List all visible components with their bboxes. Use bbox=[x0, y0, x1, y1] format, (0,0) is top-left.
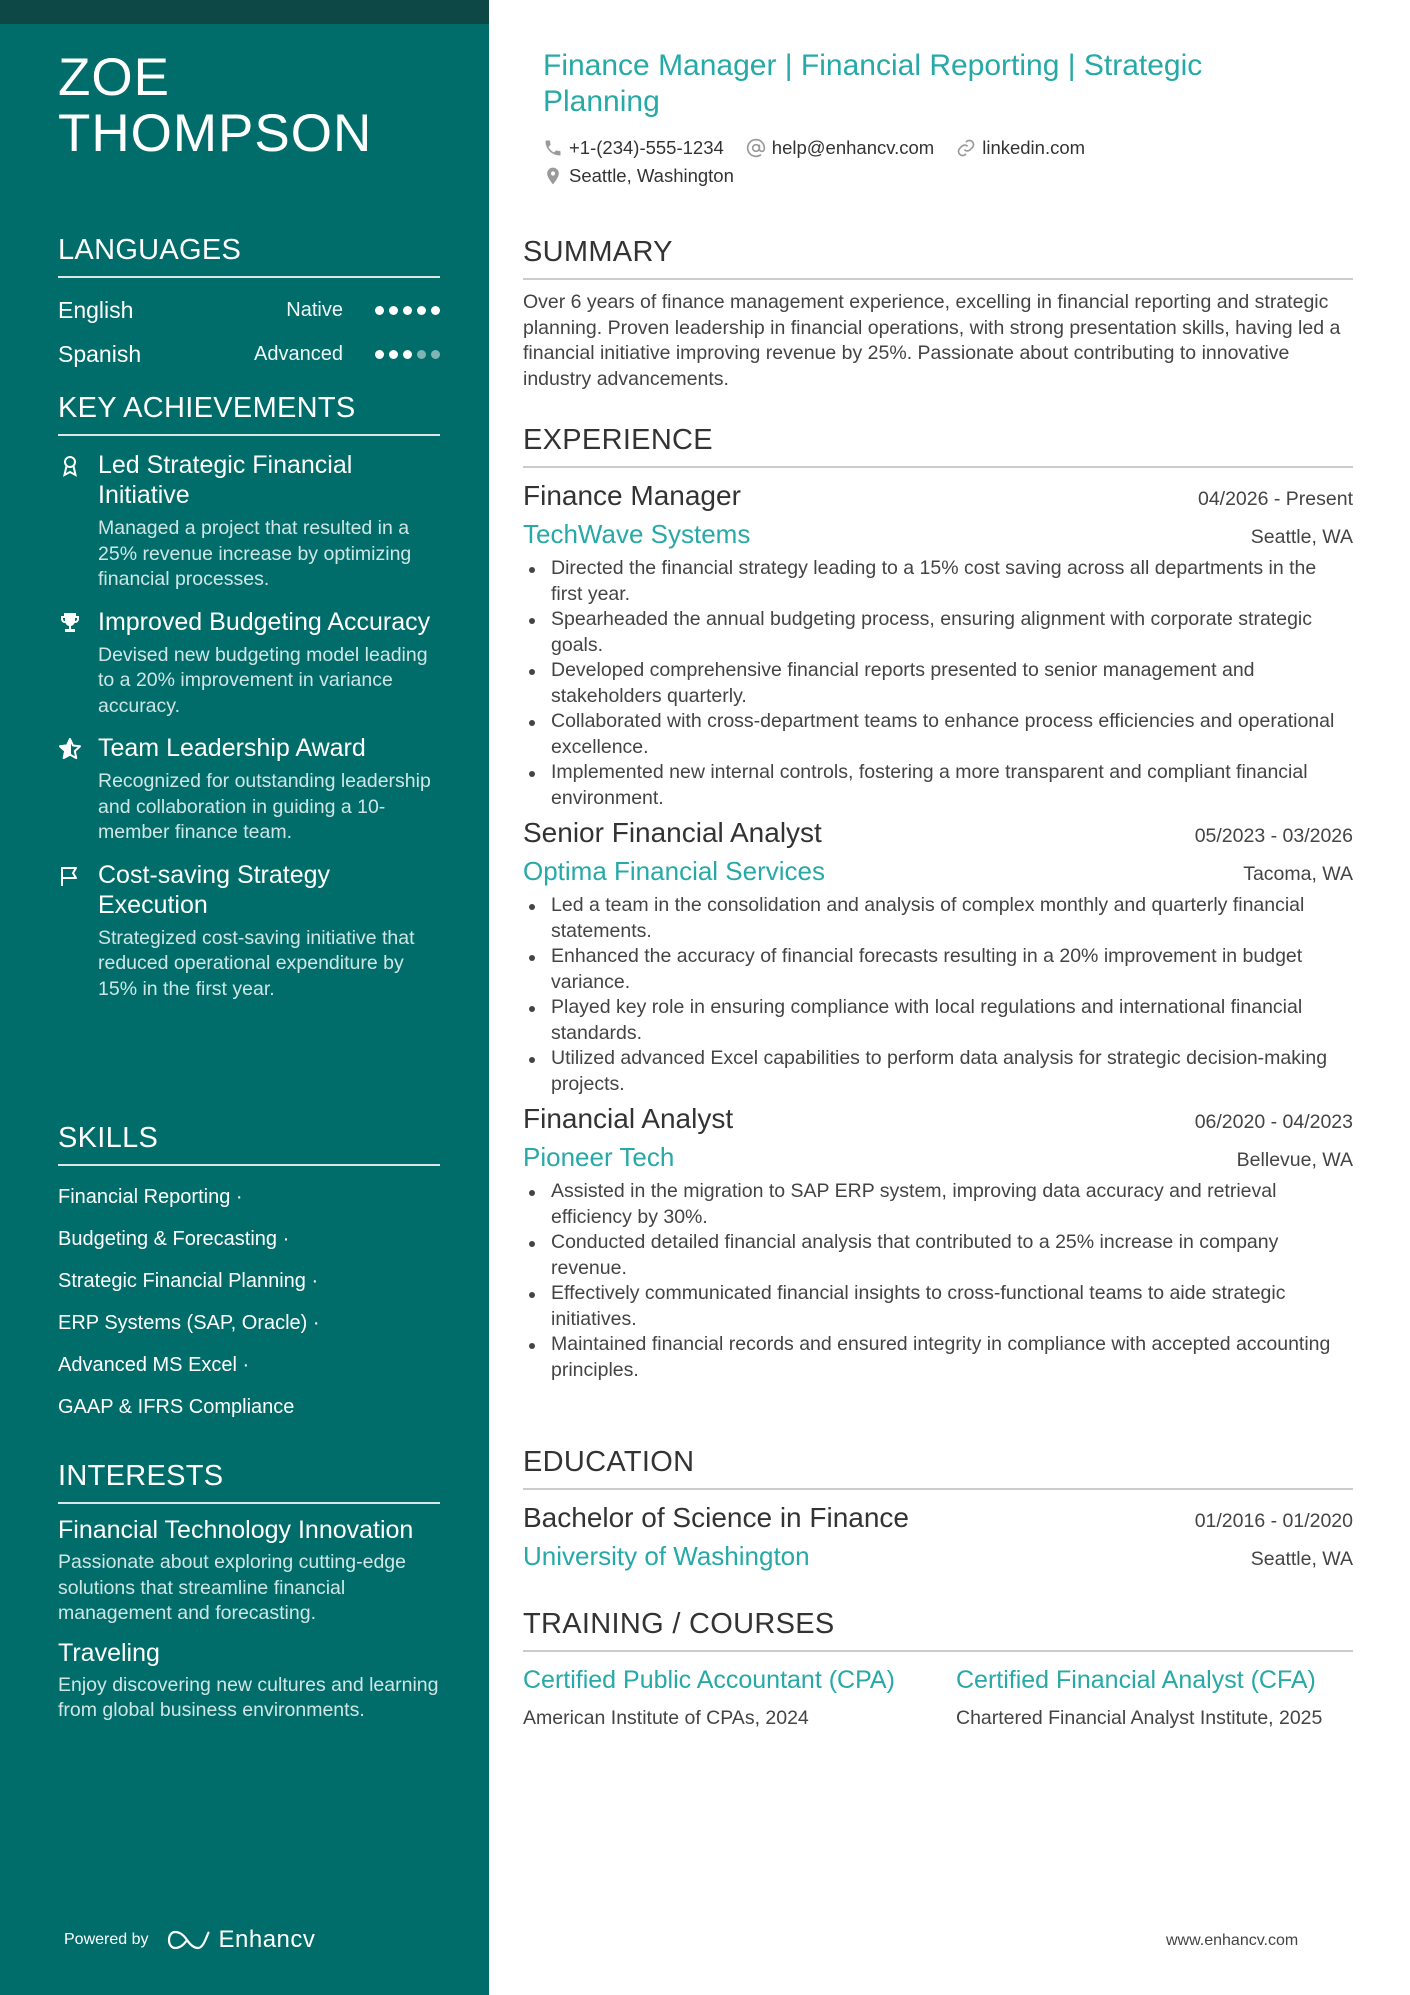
sidebar-top-bar bbox=[0, 0, 489, 24]
achievements-title: KEY ACHIEVEMENTS bbox=[58, 390, 440, 436]
achievement-item bbox=[58, 860, 440, 1003]
job-date: 05/2023 - 03/2026 bbox=[1194, 825, 1353, 847]
proficiency-dot bbox=[389, 306, 398, 315]
summary-text: Over 6 years of finance management experience, excelling in financial reporting and strategic planning. Proven leadership in financial operations, with strong presentation skills, having led a financial initiative improving revenue by 25%. Passionate about contributing to innovative industry advancements. bbox=[523, 291, 1341, 390]
contact-email[interactable] bbox=[746, 137, 934, 159]
interest-description: Enjoy discovering new cultures and learning from global business environments. bbox=[58, 1673, 439, 1721]
job-bullet: Conducted detailed financial analysis that contributed to a 25% increase in company revenue. bbox=[523, 1230, 1353, 1281]
contact-phone[interactable] bbox=[543, 137, 724, 159]
proficiency-dot bbox=[431, 350, 440, 359]
job-location: Tacoma, WA bbox=[1243, 863, 1353, 885]
proficiency-dot bbox=[431, 306, 440, 315]
enhancv-logo-icon bbox=[167, 1929, 211, 1951]
job-company: Optima Financial Services bbox=[523, 856, 825, 886]
flag-icon bbox=[58, 860, 98, 1003]
language-level: Advanced bbox=[254, 342, 343, 365]
job-bullet: Led a team in the consolidation and analysis of complex monthly and quarterly financial statements. bbox=[523, 893, 1353, 944]
proficiency-dot bbox=[417, 306, 426, 315]
footer-url[interactable]: www.enhancv.com bbox=[1166, 1932, 1299, 1949]
achievement-item bbox=[58, 607, 440, 720]
phone-icon bbox=[543, 138, 563, 158]
language-name: Spanish bbox=[58, 340, 142, 367]
course-title: Certified Public Accountant (CPA) bbox=[523, 1666, 895, 1694]
achievement-title: Team Leadership Award bbox=[98, 734, 366, 762]
job-bullets bbox=[523, 893, 1353, 1097]
proficiency-dot bbox=[375, 350, 384, 359]
star-icon bbox=[58, 733, 98, 846]
skill-item: ERP Systems (SAP, Oracle) · bbox=[58, 1312, 320, 1334]
experience-title: EXPERIENCE bbox=[523, 422, 1353, 468]
location-pin-icon bbox=[543, 166, 563, 186]
job-location: Seattle, WA bbox=[1250, 526, 1353, 548]
training-title: TRAINING / COURSES bbox=[523, 1606, 1353, 1652]
job-bullet: Utilized advanced Excel capabilities to perform data analysis for strategic decision-making projects. bbox=[523, 1046, 1353, 1097]
achievement-item bbox=[58, 733, 440, 846]
job-date: 06/2020 - 04/2023 bbox=[1194, 1111, 1353, 1133]
summary-section bbox=[523, 234, 1353, 392]
skills-section bbox=[58, 1120, 440, 1428]
language-level: Native bbox=[286, 298, 343, 321]
skill-item: Financial Reporting · bbox=[58, 1186, 243, 1208]
proficiency-dot bbox=[403, 350, 412, 359]
language-row bbox=[58, 332, 440, 376]
powered-by bbox=[64, 1926, 315, 1954]
achievement-title: Led Strategic Financial Initiative bbox=[98, 451, 353, 509]
job-entry bbox=[523, 1101, 1353, 1383]
job-bullet: Effectively communicated financial insights to cross-functional teams to aide strategic initiatives. bbox=[523, 1281, 1353, 1332]
proficiency-dot bbox=[403, 306, 412, 315]
language-row bbox=[58, 288, 440, 332]
education-title: EDUCATION bbox=[523, 1444, 1353, 1490]
achievement-description: Strategized cost-saving initiative that reduced operational expenditure by 15% in the first year. bbox=[98, 926, 415, 1000]
job-title: Finance Manager bbox=[523, 480, 741, 511]
job-bullet: Assisted in the migration to SAP ERP system, improving data accuracy and retrieval efficiency by 30%. bbox=[523, 1179, 1353, 1230]
contact-website[interactable] bbox=[956, 137, 1085, 159]
achievement-description: Recognized for outstanding leadership and collaboration in guiding a 10-member finance team. bbox=[98, 770, 431, 843]
education-school: University of Washington bbox=[523, 1541, 810, 1571]
achievements-section bbox=[58, 390, 440, 1002]
website-text: linkedin.com bbox=[982, 137, 1086, 158]
job-title: Financial Analyst bbox=[523, 1103, 734, 1134]
at-icon bbox=[746, 138, 766, 158]
language-proficiency-dots bbox=[375, 306, 440, 315]
course-description: American Institute of CPAs, 2024 bbox=[523, 1707, 809, 1729]
skill-item: Budgeting & Forecasting · bbox=[58, 1228, 290, 1250]
job-entry bbox=[523, 478, 1353, 811]
email-text: help@enhancv.com bbox=[771, 137, 935, 158]
proficiency-dot bbox=[389, 350, 398, 359]
interest-description: Passionate about exploring cutting-edge solutions that streamline financial management and forecasting. bbox=[58, 1551, 406, 1624]
job-bullet: Implemented new internal controls, fostering a more transparent and compliant financial environment. bbox=[523, 760, 1353, 811]
job-title: Senior Financial Analyst bbox=[523, 817, 822, 848]
job-bullets bbox=[523, 1179, 1353, 1383]
training-section bbox=[523, 1606, 1353, 1732]
candidate-name: ZOE THOMPSON bbox=[58, 48, 373, 163]
medal-icon bbox=[58, 450, 98, 593]
headline: Finance Manager | Financial Reporting | Strategic Planning bbox=[543, 49, 1203, 118]
education-degree: Bachelor of Science in Finance bbox=[523, 1502, 909, 1533]
proficiency-dot bbox=[417, 350, 426, 359]
job-bullet: Collaborated with cross-department teams to enhance process efficiencies and operational excellence. bbox=[523, 709, 1353, 760]
contact-info bbox=[543, 134, 1303, 190]
achievement-item bbox=[58, 450, 440, 593]
course-item bbox=[523, 1664, 920, 1732]
job-bullets bbox=[523, 556, 1353, 811]
job-company: Pioneer Tech bbox=[523, 1142, 675, 1172]
job-location: Bellevue, WA bbox=[1236, 1149, 1353, 1171]
job-entry bbox=[523, 815, 1353, 1097]
job-bullet: Played key role in ensuring compliance with local regulations and international financial standards. bbox=[523, 995, 1353, 1046]
job-date: 04/2026 - Present bbox=[1197, 488, 1353, 510]
course-description: Chartered Financial Analyst Institute, 2025 bbox=[956, 1707, 1323, 1729]
achievement-description: Managed a project that resulted in a 25% revenue increase by optimizing financial processes. bbox=[98, 517, 412, 590]
location-text: Seattle, Washington bbox=[569, 165, 734, 186]
achievement-description: Devised new budgeting model leading to a 20% improvement in variance accuracy. bbox=[98, 643, 428, 717]
powered-by-label: Powered by bbox=[64, 1931, 149, 1948]
sidebar bbox=[0, 0, 489, 1995]
skill-item: Advanced MS Excel · bbox=[58, 1354, 250, 1376]
job-bullet: Spearheaded the annual budgeting process, ensuring alignment with corporate strategic goals. bbox=[523, 607, 1353, 658]
course-item bbox=[956, 1664, 1353, 1732]
main-content bbox=[523, 0, 1353, 1995]
contact-location bbox=[543, 165, 734, 187]
skills-title: SKILLS bbox=[58, 1120, 440, 1166]
achievement-title: Improved Budgeting Accuracy bbox=[98, 607, 431, 636]
trophy-icon bbox=[58, 607, 98, 720]
phone-text: +1-(234)-555-1234 bbox=[569, 137, 724, 158]
job-bullet: Maintained financial records and ensured integrity in compliance with accepted accounting principles. bbox=[523, 1332, 1353, 1383]
language-name: English bbox=[58, 296, 134, 323]
summary-title: SUMMARY bbox=[523, 234, 1353, 280]
skill-item: Strategic Financial Planning · bbox=[58, 1270, 319, 1292]
interests-section bbox=[58, 1458, 440, 1734]
job-bullet: Developed comprehensive financial reports presented to senior management and stakeholders quarterly. bbox=[523, 658, 1353, 709]
course-title: Certified Financial Analyst (CFA) bbox=[956, 1666, 1316, 1694]
job-company: TechWave Systems bbox=[523, 519, 751, 549]
interest-title: Financial Technology Innovation bbox=[58, 1516, 414, 1544]
skill-item: GAAP & IFRS Compliance bbox=[58, 1396, 295, 1418]
enhancv-brand-name: Enhancv bbox=[218, 1926, 316, 1953]
job-bullet: Enhanced the accuracy of financial forecasts resulting in a 20% improvement in budget variance. bbox=[523, 944, 1353, 995]
experience-section bbox=[523, 422, 1353, 1383]
education-section bbox=[523, 1444, 1353, 1572]
education-location: Seattle, WA bbox=[1250, 1548, 1353, 1570]
job-bullet: Directed the financial strategy leading to a 15% cost saving across all departments in the first year. bbox=[523, 556, 1353, 607]
languages-title: LANGUAGES bbox=[58, 232, 440, 278]
language-proficiency-dots bbox=[375, 350, 440, 359]
education-date: 01/2016 - 01/2020 bbox=[1194, 1510, 1353, 1532]
interests-title: INTERESTS bbox=[58, 1458, 440, 1504]
languages-section bbox=[58, 232, 440, 376]
achievement-title: Cost-saving Strategy Execution bbox=[98, 860, 331, 919]
enhancv-logo[interactable] bbox=[167, 1926, 316, 1954]
interest-title: Traveling bbox=[58, 1638, 160, 1667]
proficiency-dot bbox=[375, 306, 384, 315]
link-icon bbox=[956, 138, 976, 158]
